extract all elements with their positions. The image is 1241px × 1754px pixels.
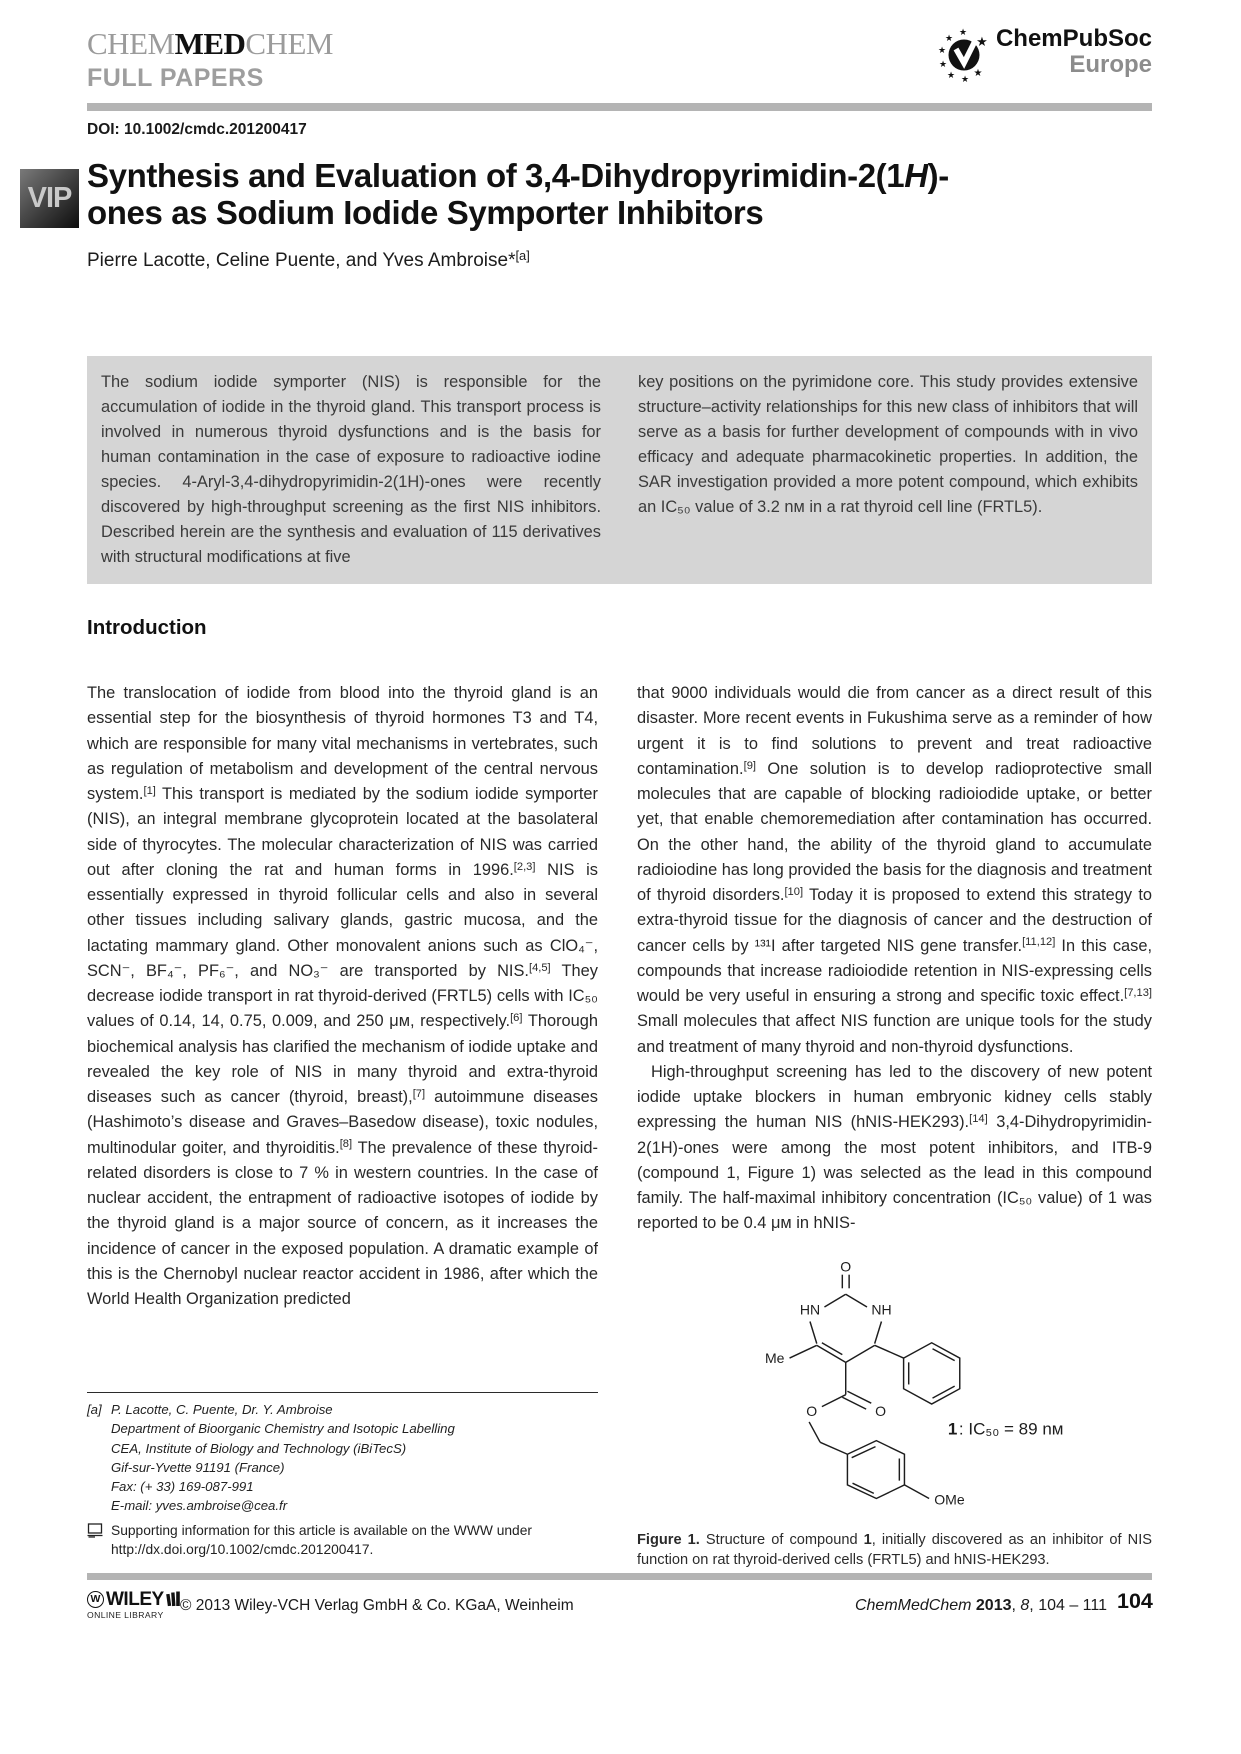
atom-label-o-ester-left: O bbox=[806, 1402, 818, 1419]
book-stack-icon bbox=[166, 1591, 181, 1608]
copyright-text: © 2013 Wiley-VCH Verlag GmbH & Co. KGaA, Weinheim bbox=[180, 1597, 574, 1614]
footnote-affiliation-line: CEA, Institute of Biology and Technology (iBiTecS) bbox=[111, 1440, 407, 1456]
doi-line: DOI: 10.1002/cmdc.201200417 bbox=[87, 121, 307, 138]
footnote-affiliation bbox=[111, 1400, 598, 1516]
atom-label-o-ester-right: O bbox=[875, 1402, 887, 1419]
abstract-col2: key positions on the pyrimidone core. This study provides extensive structure–activity relationships for this new class of inhibitors that will serve as a basis for further development of compounds with in vivo efficacy and adequate pharmacokinetic properties. In addition, the SAR investigation provided a more potent compound, which exhibits an IC₅₀ value of 3.2 nᴍ in a rat thyroid cell line (FRTL5). bbox=[638, 373, 1138, 516]
svg-text:★: ★ bbox=[944, 33, 954, 43]
title-line2: ones as Sodium Iodide Symporter Inhibitors bbox=[87, 194, 764, 231]
footnote-fax-line: Fax: (+ 33) 169-087-991 bbox=[111, 1479, 254, 1495]
svg-text:★: ★ bbox=[976, 34, 988, 49]
computer-icon bbox=[87, 1521, 111, 1560]
author-affiliation-marker: [a] bbox=[515, 248, 530, 264]
atom-label-hn: HN bbox=[799, 1301, 821, 1318]
intro-heading: Introduction bbox=[87, 616, 207, 639]
figure-1 bbox=[637, 1260, 1152, 1570]
footnote-affiliation-line: Department of Bioorganic Chemistry and Isotopic Labelling bbox=[111, 1421, 455, 1437]
footnote-author-line: P. Lacotte, C. Puente, Dr. Y. Ambroise bbox=[111, 1402, 333, 1417]
atom-label-nh: NH bbox=[871, 1301, 892, 1318]
intro-col1-paragraph: The translocation of iodide from blood into the thyroid gland is an essential step for the biosynthesis of thyroid hormones T3 and T4, which are responsible for many vital mechanisms in vertebrates, such as regulation of metabolism and development of the central nervous system.[1] This transport is mediated by the sodium iodide symporter (NIS), an integral membrane glycoprotein located at the basolateral side of thyrocytes. The molecular characterization of NIS was carried out after cloning the rat and human forms in 1996.[2,3] NIS is essentially expressed in thyroid follicular cells and also in several other tissues including salivary glands, gastric mucosa, and the lactating mammary gland. Other monovalent anions such as ClO₄⁻, SCN⁻, BF₄⁻, PF₆⁻, and NO₃⁻ are transported by NIS.[4,5] They decrease iodide transport in rat thyroid-derived (FRTL5) cells with IC₅₀ values of 0.14, 14, 0.75, 0.009, and 250 μᴍ, respectively.[6] Thorough biochemical analysis has clarified the mechanism of iodide uptake and revealed the key role of NIS in many thyroid and extra-thyroid diseases such as cancer (thyroid, breast),[7] autoimmune diseases (Hashimoto’s disease and Graves–Basedow disease), toxic nodules, multinodular goiter, and thyroiditis.[8] The prevalence of these thyroid-related disorders is close to 7 % in western countries. In the case of nuclear accident, the entrapment of radioactive isotopes of iodide by the thyroid gland is a major source of concern, as it increases the incidence of cancer in the exposed population. A dramatic example of this is the Chernobyl nuclear reactor accident in 1986, after which the World Health Organization predicted bbox=[87, 684, 598, 1308]
footnote-rule bbox=[87, 1392, 598, 1393]
atom-label-o-top: O bbox=[840, 1260, 852, 1275]
online-library-label: ONLINE LIBRARY bbox=[87, 1610, 164, 1620]
svg-text:★: ★ bbox=[946, 70, 956, 80]
top-rule bbox=[87, 103, 1152, 111]
atom-label-me: Me bbox=[764, 1350, 785, 1367]
wiley-logo bbox=[87, 1590, 181, 1620]
figure-1-caption: Figure 1. Structure of compound 1, initially discovered as an inhibitor of NIS function on rat thyroid-derived cells (FRTL5) and hNIS-HEK293. bbox=[637, 1532, 1152, 1568]
intro-col2 bbox=[637, 681, 1152, 1256]
compound-1-structure bbox=[667, 1260, 1067, 1520]
page-number: 104 bbox=[1117, 1589, 1153, 1613]
compound-number: 1 bbox=[947, 1419, 958, 1439]
supporting-info-url[interactable]: http://dx.doi.org/10.1002/cmdc.201200417. bbox=[111, 1542, 374, 1558]
article-title bbox=[87, 157, 1087, 231]
journal-name bbox=[87, 28, 333, 59]
footnote-marker: [a] bbox=[87, 1402, 102, 1417]
svg-text:★: ★ bbox=[973, 68, 983, 79]
title-line1: Synthesis and Evaluation of 3,4-Dihydropyrimidin-2(1H)- bbox=[87, 157, 949, 194]
intro-col2-paragraph-2: High-throughput screening has led to the discovery of new potent iodide uptake blockers in human embryonic kidney cells stably expressing the human NIS (hNIS-HEK293).[14] 3,4-Dihydropyrimidin-2(1H)-ones were among the most potent inhibitors, and ITB-9 (compound 1, Figure 1) was selected as the lead in this compound family. The half-maximal inhibitory concentration (IC₅₀ value) of 1 was reported to be 0.4 μᴍ in hNIS- bbox=[637, 1062, 1152, 1233]
footnote-block bbox=[87, 1392, 598, 1559]
journal-name-chem2: CHEM bbox=[245, 26, 333, 61]
atom-label-ome: OMe bbox=[934, 1491, 965, 1508]
footnote-email-line[interactable]: E-mail: yves.ambroise@cea.fr bbox=[111, 1498, 288, 1514]
journal-reference: ChemMedChem 2013, 8, 104 – 111 bbox=[854, 1597, 1107, 1614]
journal-logo bbox=[87, 28, 333, 93]
intro-col2-paragraph-1: that 9000 individuals would die from cancer as a direct result of this disaster. More recent events in Fukushima serve as a reminder of how urgent it is to find solutions to prevent and treat radioactive contamination.[9] One solution is to develop radioprotective small molecules that are capable of blocking radioiodide uptake, or better yet, that enable chemoremediation after contamination has occurred. On the other hand, the ability of the thyroid gland to accumulate radioiodine has long provided the basis for the diagnosis and treatment of thyroid disorders.[10] Today it is proposed to extend this strategy to extra-thyroid tissue for the diagnosis of cancer and the destruction of cancer cells by ¹³¹I after targeted NIS gene transfer.[11,12] In this case, compounds that increase radioiodide retention in NIS-expressing cells would be very useful in ensuring a strong and specific toxic effect.[7,13] Small molecules that affect NIS function are unique tools for the study and treatment of many thyroid and non-thyroid dysfunctions. bbox=[637, 684, 1152, 1056]
svg-text:★: ★ bbox=[960, 74, 970, 84]
bottom-rule bbox=[87, 1573, 1152, 1580]
society-logo bbox=[934, 26, 1152, 84]
authors-line: Pierre Lacotte, Celine Puente, and Yves Ambroise*[a] bbox=[87, 248, 530, 271]
svg-text:★: ★ bbox=[938, 59, 948, 69]
journal-name-chem1: CHEM bbox=[87, 26, 175, 61]
intro-col1 bbox=[87, 681, 598, 1391]
society-name: ChemPubSoc bbox=[995, 25, 1152, 52]
svg-text:★: ★ bbox=[958, 27, 968, 37]
circle-w-icon: W bbox=[87, 1591, 104, 1608]
section-label: FULL PAPERS bbox=[87, 64, 264, 92]
wiley-name: WILEY bbox=[106, 1589, 164, 1610]
society-region: Europe bbox=[1069, 51, 1152, 79]
vip-badge: VIP bbox=[20, 169, 79, 228]
journal-name-med: MED bbox=[174, 26, 246, 61]
footnote-affiliation-line: Gif-sur-Yvette 91191 (France) bbox=[111, 1459, 285, 1475]
compound-activity-label: : IC₅₀ = 89 nᴍ bbox=[958, 1419, 1064, 1439]
supporting-info: Supporting information for this article is available on the WWW under http://dx.doi.org/10.1002/cmdc.201200417. bbox=[111, 1522, 532, 1558]
star-circle-check-icon bbox=[934, 26, 992, 84]
svg-text:★: ★ bbox=[937, 45, 947, 55]
abstract-box bbox=[87, 356, 1152, 584]
abstract-col1: The sodium iodide symporter (NIS) is responsible for the accumulation of iodide in the thyroid gland. This transport process is involved in numerous thyroid dysfunctions and is the basis for human contamination in the case of exposure to radioactive iodine species. 4-Aryl-3,4-dihydropyrimidin-2(1H)-ones were recently discovered by high-throughput screening as the first NIS inhibitors. Described herein are the synthesis and evaluation of 115 derivatives with structural modifications at five bbox=[101, 373, 601, 566]
